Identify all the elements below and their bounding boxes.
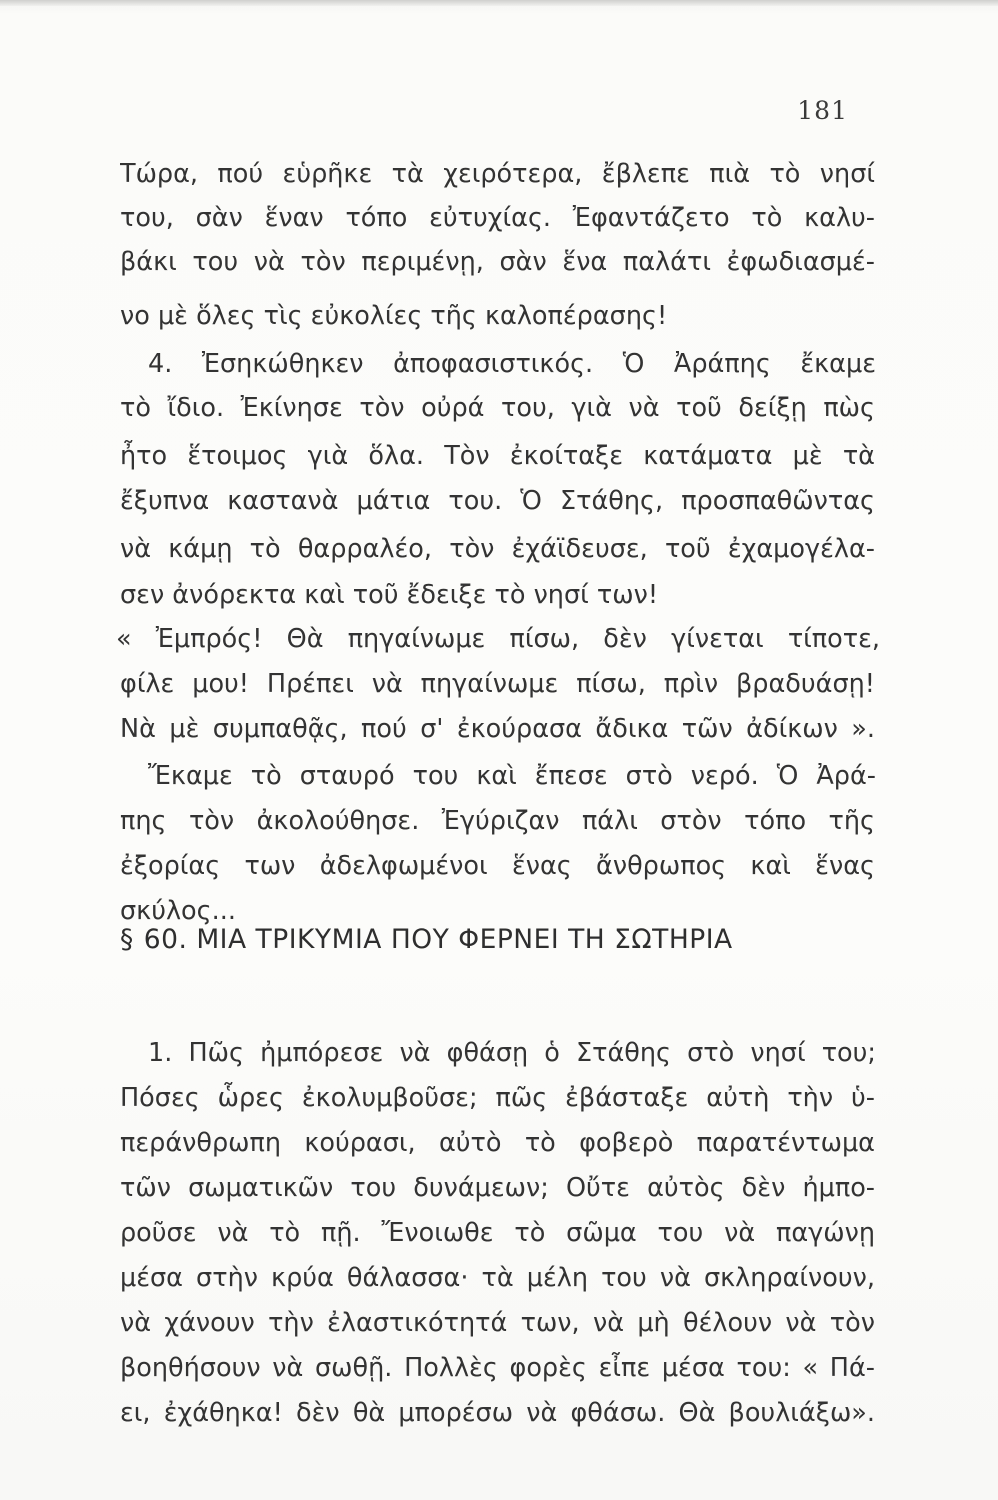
text-line: 4. Ἐσηκώθηκεν ἀποφασιστικός. Ὁ Ἀράπης ἔκαμε bbox=[148, 349, 876, 379]
text-line: ἐξορίας των ἀδελφωμένοι ἕνας ἄνθρωπος καὶ ἕνας bbox=[120, 851, 875, 881]
section-symbol: § bbox=[120, 924, 134, 955]
text-line: μέσα στὴν κρύα θάλασσα· τὰ μέλη του νὰ σκληραίνουν, bbox=[120, 1263, 875, 1293]
text-line: περάνθρωπη κούρασι, αὐτὸ τὸ φοβερὸ παρατέντωμα bbox=[120, 1128, 875, 1158]
text-line: νὰ χάνουν τὴν ἐλαστικότητά των, νὰ μὴ θέλουν νὰ τὸν bbox=[120, 1308, 875, 1338]
text-line: βάκι του νὰ τὸν περιμένῃ, σὰν ἕνα παλάτι ἐφωδιασμέ- bbox=[120, 247, 875, 277]
text-line: « Ἐμπρός! Θὰ πηγαίνωμε πίσω, δὲν γίνεται τίποτε, bbox=[116, 624, 880, 654]
page-number: 181 bbox=[797, 96, 848, 125]
text-line: νο μὲ ὅλες τὶς εὐκολίες τῆς καλοπέρασης! bbox=[120, 301, 668, 331]
text-line: Νὰ μὲ συμπαθᾷς, πού σ' ἐκούρασα ἄδικα τῶν ἀδίκων ». bbox=[120, 714, 875, 744]
text-line: βοηθήσουν νὰ σωθῇ. Πολλὲς φορὲς εἶπε μέσα του: « Πά- bbox=[120, 1353, 875, 1383]
page-top-edge bbox=[0, 0, 998, 6]
text-line: ἦτο ἕτοιμος γιὰ ὅλα. Τὸν ἐκοίταξε κατάματα μὲ τὰ bbox=[120, 441, 875, 471]
text-line: Τώρα, πού εὑρῆκε τὰ χειρότερα, ἔβλεπε πιὰ τὸ νησί bbox=[120, 159, 875, 189]
text-line: ει, ἐχάθηκα! δὲν θὰ μπορέσω νὰ φθάσω. Θὰ βουλιάξω». bbox=[120, 1398, 875, 1428]
text-line: πης τὸν ἀκολούθησε. Ἐγύριζαν πάλι στὸν τόπο τῆς bbox=[120, 806, 875, 836]
text-line: ροῦσε νὰ τὸ πῇ. Ἔνοιωθε τὸ σῶμα του νὰ παγώνῃ bbox=[120, 1218, 875, 1248]
text-line: τὸ ἴδιο. Ἐκίνησε τὸν οὐρά του, γιὰ νὰ τοῦ δείξῃ πὼς bbox=[120, 393, 875, 423]
text-line: ἔξυπνα καστανὰ μάτια του. Ὁ Στάθης, προσπαθῶντας bbox=[120, 486, 875, 516]
text-line: σκύλος... bbox=[120, 896, 236, 926]
text-line: φίλε μου! Πρέπει νὰ πηγαίνωμε πίσω, πρὶν βραδυάσῃ! bbox=[120, 669, 875, 699]
text-line: τῶν σωματικῶν του δυνάμεων; Οὔτε αὐτὸς δὲν ἠμπο- bbox=[120, 1173, 875, 1203]
section-title: 60. ΜΙΑ ΤΡΙΚΥΜΙΑ ΠΟΥ ΦΕΡΝΕΙ ΤΗ ΣΩΤΗΡΙΑ bbox=[143, 924, 733, 955]
text-line: Ἔκαμε τὸ σταυρό του καὶ ἔπεσε στὸ νερό. Ὁ Ἀρά- bbox=[148, 761, 876, 791]
text-line: σεν ἀνόρεκτα καὶ τοῦ ἔδειξε τὸ νησί των! bbox=[120, 580, 659, 610]
text-line: του, σὰν ἕναν τόπο εὐτυχίας. Ἐφαντάζετο τὸ καλυ- bbox=[120, 203, 875, 233]
text-line: Πόσες ὧρες ἐκολυμβοῦσε; πῶς ἐβάσταξε αὐτὴ τὴν ὑ- bbox=[120, 1083, 875, 1113]
text-line: 1. Πῶς ἠμπόρεσε νὰ φθάσῃ ὁ Στάθης στὸ νησί του; bbox=[148, 1038, 876, 1068]
section-heading bbox=[120, 920, 890, 960]
text-line: νὰ κάμῃ τὸ θαρραλέο, τὸν ἐχάϊδευσε, τοῦ ἐχαμογέλα- bbox=[120, 534, 875, 564]
